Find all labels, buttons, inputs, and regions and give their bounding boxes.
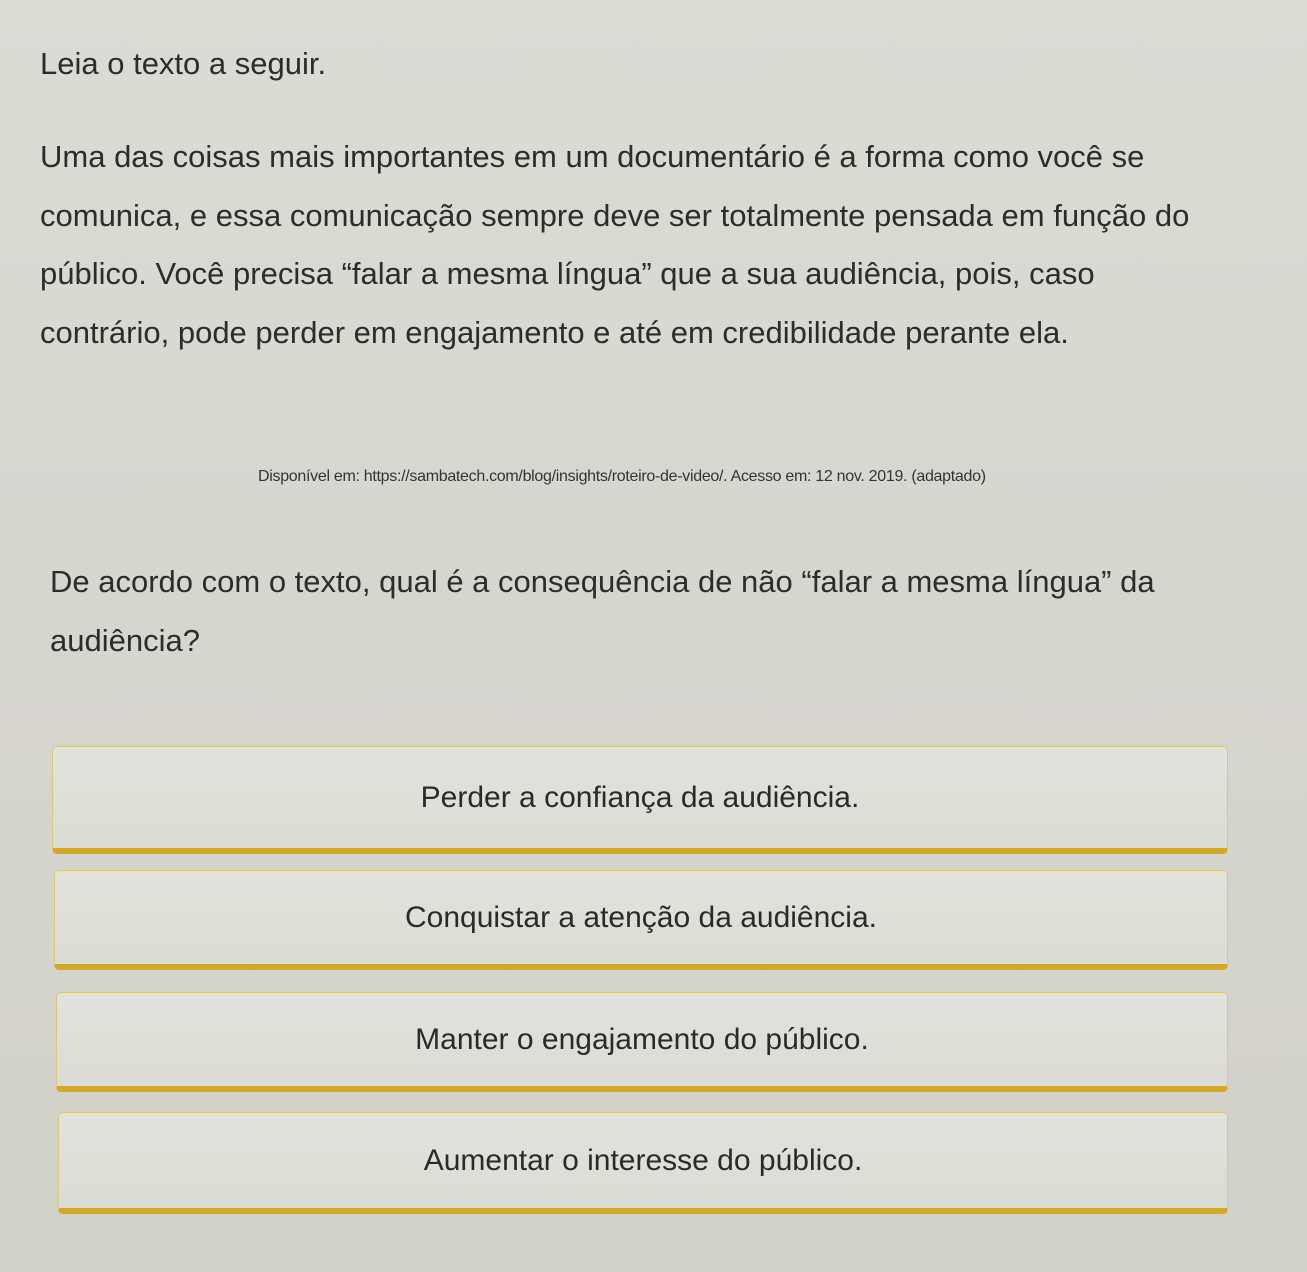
answer-option-2[interactable] — [54, 870, 1228, 970]
answer-option-3[interactable] — [56, 992, 1228, 1092]
answer-option-label: Perder a confiança da audiência. — [420, 780, 860, 814]
source-citation: Disponível em: https://sambatech.com/blog/insights/roteiro-de-video/. Acesso em: 12 nov. 2019. (adaptado) — [258, 468, 986, 485]
answer-option-label: Conquistar a atenção da audiência. — [404, 900, 877, 934]
reading-passage: Uma das coisas mais importantes em um documentário é a forma como você se comunica, e essa comunicação sempre deve ser totalmente pensada em função do público. Você precisa “falar a mesma língua” que a sua audiência, pois, caso contrário, pode perder em engajamento e até em credibilidade perante ela. — [40, 139, 1190, 350]
answer-option-1[interactable] — [52, 746, 1228, 854]
instruction-text: Leia o texto a seguir. — [40, 46, 327, 81]
answer-option-4[interactable] — [58, 1112, 1228, 1214]
answer-option-label: Manter o engajamento do público. — [415, 1022, 869, 1056]
question-text: De acordo com o texto, qual é a consequência de não “falar a mesma língua” da audiência? — [50, 564, 1155, 658]
answer-option-label: Aumentar o interesse do público. — [423, 1143, 863, 1177]
